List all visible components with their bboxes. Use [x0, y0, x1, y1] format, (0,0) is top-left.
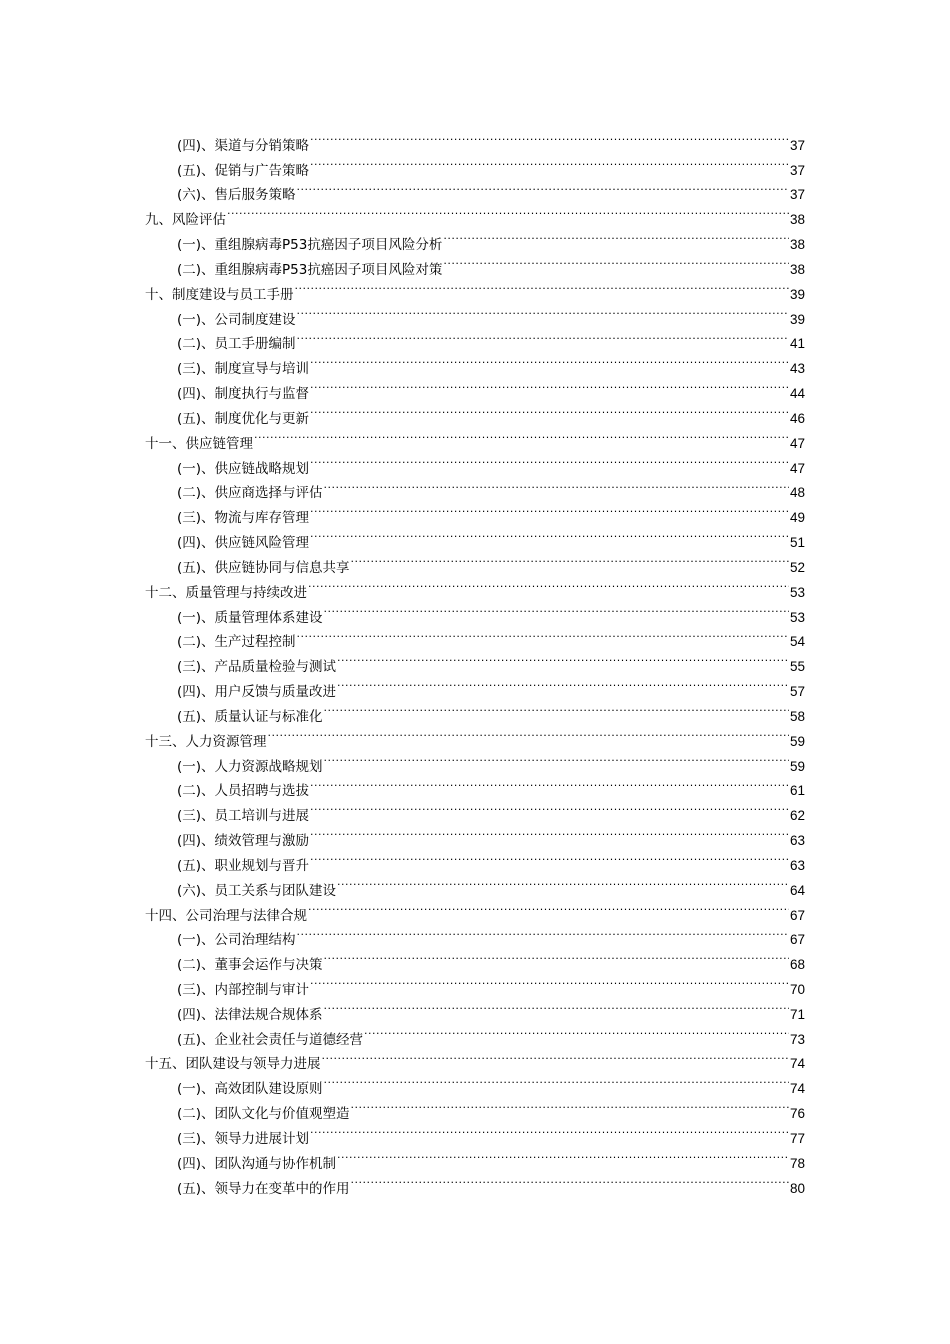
toc-entry-title: (五)、促销与广告策略	[177, 159, 310, 184]
dot-leader	[310, 771, 789, 796]
toc-entry-title: (三)、产品质量检验与测试	[177, 655, 337, 680]
toc-section-entry[interactable]	[0, 1019, 950, 1048]
dot-leader	[297, 622, 789, 647]
table-of-contents	[0, 125, 950, 1197]
toc-page-number: 51	[789, 531, 805, 556]
toc-section-entry[interactable]	[0, 1168, 950, 1197]
dot-leader	[310, 125, 789, 150]
dot-leader	[308, 572, 789, 597]
dot-leader	[324, 473, 789, 498]
toc-page-number: 39	[789, 283, 805, 308]
toc-page-number: 47	[789, 457, 805, 482]
dot-leader	[310, 448, 789, 473]
dot-leader	[295, 274, 789, 299]
toc-chapter-entry[interactable]	[0, 423, 950, 452]
dot-leader	[310, 820, 789, 845]
toc-entry-title: (四)、团队沟通与协作机制	[177, 1152, 337, 1177]
toc-entry-title: (一)、高效团队建设原则	[177, 1077, 324, 1102]
dot-leader	[364, 1019, 789, 1044]
toc-entry-title: (一)、公司治理结构	[177, 928, 297, 953]
dot-leader	[310, 845, 789, 870]
dot-leader	[310, 497, 789, 522]
toc-section-entry[interactable]	[0, 820, 950, 850]
toc-entry-title: (五)、职业规划与晋升	[177, 854, 310, 879]
toc-page-number: 64	[789, 879, 805, 904]
toc-chapter-entry[interactable]	[0, 572, 950, 601]
toc-chapter-entry[interactable]	[0, 1044, 950, 1073]
dot-leader	[322, 1044, 789, 1069]
toc-section-entry[interactable]	[0, 473, 950, 502]
dot-leader	[324, 696, 789, 721]
toc-section-entry[interactable]	[0, 150, 950, 179]
dot-leader	[308, 895, 789, 920]
toc-page-number: 76	[789, 1102, 805, 1127]
toc-entry-title: (四)、供应链风险管理	[177, 531, 310, 556]
toc-page-number: 70	[789, 978, 805, 1003]
toc-entry-title: (四)、渠道与分销策略	[177, 134, 310, 159]
dot-leader	[443, 249, 789, 274]
toc-page-number: 74	[789, 1052, 805, 1077]
toc-entry-title: (二)、生产过程控制	[177, 630, 297, 655]
toc-entry-title: (四)、用户反馈与质量改进	[177, 680, 337, 705]
toc-section-entry[interactable]	[0, 299, 950, 328]
dot-leader	[297, 324, 789, 349]
toc-entry-title: (一)、重组腺病毒P53抗癌因子项目风险分析	[177, 233, 443, 258]
toc-page-number: 43	[789, 357, 805, 382]
dot-leader	[310, 969, 789, 994]
dot-leader	[268, 721, 789, 746]
toc-chapter-entry[interactable]	[0, 721, 950, 750]
toc-entry-title: (一)、公司制度建设	[177, 308, 297, 333]
toc-page-number: 80	[789, 1177, 805, 1202]
toc-section-entry[interactable]	[0, 1118, 950, 1147]
toc-entry-title: (五)、质量认证与标准化	[177, 705, 324, 730]
toc-entry-title: (三)、物流与库存管理	[177, 506, 310, 531]
toc-section-entry[interactable]	[0, 696, 950, 725]
toc-section-entry[interactable]	[0, 497, 950, 527]
toc-entry-title: (三)、员工培训与进展	[177, 804, 310, 829]
toc-section-entry[interactable]	[0, 845, 950, 874]
toc-entry-title: (五)、供应链协同与信息共享	[177, 556, 351, 581]
toc-section-entry[interactable]	[0, 944, 950, 974]
dot-leader	[310, 522, 789, 547]
toc-section-entry[interactable]	[0, 522, 950, 552]
toc-page-number: 68	[789, 953, 805, 978]
toc-entry-title: 九、风险评估	[145, 208, 227, 233]
toc-page-number: 63	[789, 829, 805, 854]
toc-page-number: 74	[789, 1077, 805, 1102]
toc-entry-title: 十二、质量管理与持续改进	[145, 581, 308, 606]
toc-chapter-entry[interactable]	[0, 274, 950, 303]
dot-leader	[337, 870, 789, 895]
toc-page-number: 54	[789, 630, 805, 655]
dot-leader	[310, 373, 789, 398]
dot-leader	[324, 746, 789, 771]
toc-section-entry[interactable]	[0, 249, 950, 278]
toc-entry-line	[177, 1168, 805, 1202]
toc-page-number: 48	[789, 481, 805, 506]
toc-section-entry[interactable]	[0, 224, 950, 254]
dot-leader	[297, 299, 789, 324]
toc-section-entry[interactable]	[0, 324, 950, 353]
toc-page-number: 61	[789, 779, 805, 804]
toc-section-entry[interactable]	[0, 348, 950, 378]
toc-entry-title: (二)、重组腺病毒P53抗癌因子项目风险对策	[177, 258, 443, 283]
dot-leader	[310, 1118, 789, 1143]
toc-page-number: 77	[789, 1127, 805, 1152]
toc-section-entry[interactable]	[0, 671, 950, 701]
toc-section-entry[interactable]	[0, 994, 950, 1023]
toc-page-number: 63	[789, 854, 805, 879]
toc-entry-title: (六)、员工关系与团队建设	[177, 879, 337, 904]
toc-page-number: 67	[789, 928, 805, 953]
toc-entry-title: (四)、法律法规合规体系	[177, 1003, 324, 1028]
toc-page-number: 73	[789, 1028, 805, 1053]
toc-entry-title: (三)、制度宣导与培训	[177, 357, 310, 382]
toc-page-number: 62	[789, 804, 805, 829]
toc-entry-title: 十一、供应链管理	[145, 432, 254, 457]
toc-entry-title: (五)、企业社会责任与道德经营	[177, 1028, 364, 1053]
toc-section-entry[interactable]	[0, 125, 950, 154]
dot-leader	[337, 1143, 789, 1168]
dot-leader	[324, 597, 789, 622]
toc-page-number: 52	[789, 556, 805, 581]
toc-entry-title: (六)、售后服务策略	[177, 183, 297, 208]
toc-entry-title: 十四、公司治理与法律合规	[145, 904, 308, 929]
toc-section-entry[interactable]	[0, 870, 950, 899]
dot-leader	[337, 671, 789, 696]
toc-page-number: 49	[789, 506, 805, 531]
toc-page-number: 59	[789, 755, 805, 780]
toc-page-number: 67	[789, 904, 805, 929]
toc-page-number: 78	[789, 1152, 805, 1177]
toc-page-number: 59	[789, 730, 805, 755]
toc-entry-title: (三)、内部控制与审计	[177, 978, 310, 1003]
toc-entry-title: (二)、人员招聘与选拔	[177, 779, 310, 804]
toc-section-entry[interactable]	[0, 920, 950, 949]
dot-leader	[443, 224, 789, 249]
toc-page-number: 53	[789, 606, 805, 631]
dot-leader	[324, 1068, 789, 1093]
toc-page-number: 55	[789, 655, 805, 680]
toc-page-number: 71	[789, 1003, 805, 1028]
toc-page-number: 47	[789, 432, 805, 457]
toc-section-entry[interactable]	[0, 448, 950, 477]
toc-entry-title: (三)、领导力进展计划	[177, 1127, 310, 1152]
toc-page-number: 37	[789, 183, 805, 208]
toc-section-entry[interactable]	[0, 597, 950, 626]
toc-entry-title: (四)、制度执行与监督	[177, 382, 310, 407]
toc-page-number: 38	[789, 258, 805, 283]
dot-leader	[310, 398, 789, 423]
toc-entry-title: (五)、制度优化与更新	[177, 407, 310, 432]
dot-leader	[351, 1168, 789, 1193]
toc-section-entry[interactable]	[0, 1143, 950, 1172]
dot-leader	[351, 547, 789, 572]
toc-page-number: 38	[789, 208, 805, 233]
dot-leader	[310, 795, 789, 820]
toc-section-entry[interactable]	[0, 746, 950, 775]
toc-page-number: 38	[789, 233, 805, 258]
toc-section-entry[interactable]	[0, 547, 950, 576]
toc-entry-title: 十三、人力资源管理	[145, 730, 268, 755]
toc-entry-title: (五)、领导力在变革中的作用	[177, 1177, 351, 1202]
dot-leader	[310, 150, 789, 175]
dot-leader	[351, 1093, 789, 1118]
toc-section-entry[interactable]	[0, 1093, 950, 1123]
toc-section-entry[interactable]	[0, 622, 950, 651]
toc-chapter-entry[interactable]	[0, 199, 950, 229]
toc-entry-title: (二)、董事会运作与决策	[177, 953, 324, 978]
toc-section-entry[interactable]	[0, 373, 950, 403]
dot-leader	[297, 920, 789, 945]
toc-section-entry[interactable]	[0, 969, 950, 998]
toc-page-number: 46	[789, 407, 805, 432]
toc-entry-title: (二)、供应商选择与评估	[177, 481, 324, 506]
toc-entry-title: (一)、人力资源战略规划	[177, 755, 324, 780]
toc-entry-title: (四)、绩效管理与激励	[177, 829, 310, 854]
toc-entry-title: (二)、员工手册编制	[177, 332, 297, 357]
toc-page-number: 41	[789, 332, 805, 357]
dot-leader	[227, 199, 789, 224]
toc-entry-title: (二)、团队文化与价值观塑造	[177, 1102, 351, 1127]
toc-page-number: 53	[789, 581, 805, 606]
toc-section-entry[interactable]	[0, 1068, 950, 1098]
dot-leader	[337, 646, 789, 671]
dot-leader	[254, 423, 789, 448]
toc-entry-title: (一)、供应链战略规划	[177, 457, 310, 482]
toc-entry-title: 十五、团队建设与领导力进展	[145, 1052, 322, 1077]
dot-leader	[324, 944, 789, 969]
toc-page-number: 37	[789, 134, 805, 159]
toc-page-number: 57	[789, 680, 805, 705]
toc-page-number: 39	[789, 308, 805, 333]
dot-leader	[310, 348, 789, 373]
toc-section-entry[interactable]	[0, 398, 950, 427]
dot-leader	[297, 175, 789, 200]
toc-chapter-entry[interactable]	[0, 895, 950, 924]
toc-entry-title: (一)、质量管理体系建设	[177, 606, 324, 631]
toc-page-number: 44	[789, 382, 805, 407]
toc-section-entry[interactable]	[0, 771, 950, 800]
dot-leader	[324, 994, 789, 1019]
toc-page-number: 58	[789, 705, 805, 730]
toc-section-entry[interactable]	[0, 795, 950, 825]
toc-entry-title: 十、制度建设与员工手册	[145, 283, 295, 308]
toc-page-number: 37	[789, 159, 805, 184]
toc-section-entry[interactable]	[0, 646, 950, 676]
toc-section-entry[interactable]	[0, 175, 950, 204]
